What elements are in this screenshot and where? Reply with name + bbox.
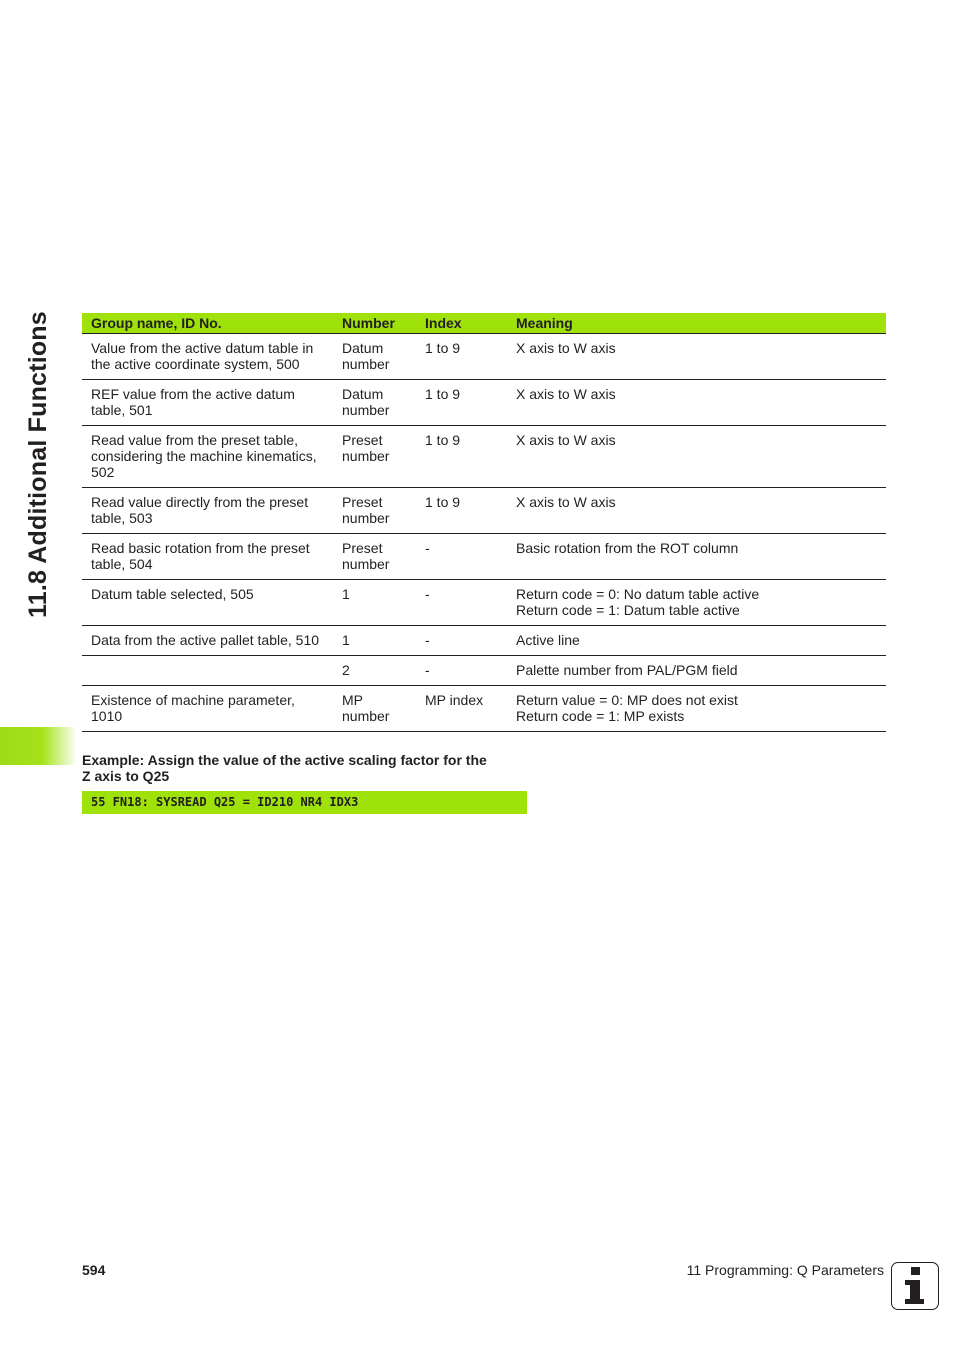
cell-text-line: 1 — [342, 632, 350, 648]
cell-text-line: Datum — [342, 386, 384, 402]
cell-index — [416, 656, 507, 686]
table-row — [82, 380, 886, 426]
column-header-group: Group name, ID No. — [82, 313, 333, 334]
example-heading-line: Z axis to Q25 — [82, 768, 170, 784]
cell-text-line: Datum table selected, 505 — [91, 586, 254, 602]
cell-text-line: the active coordinate system, 500 — [91, 356, 300, 372]
cell-text-line: - — [425, 586, 430, 602]
cell-text-line: Return value = 0: MP does not exist — [516, 692, 738, 708]
cell-meaning — [507, 426, 886, 488]
cell-text-line: Datum — [342, 340, 384, 356]
cell-text-line: number — [342, 448, 390, 464]
table-body — [82, 334, 886, 732]
cell-text-line: Read basic rotation from the preset — [91, 540, 310, 556]
cell-text-line: considering the machine kinematics, — [91, 448, 317, 464]
cell-index — [416, 686, 507, 732]
cell-meaning — [507, 334, 886, 380]
cell-index — [416, 580, 507, 626]
cell-index — [416, 488, 507, 534]
cell-text-line: number — [342, 708, 390, 724]
cell-number — [333, 534, 416, 580]
cell-text-line: Read value from the preset table, — [91, 432, 299, 448]
nc-code-text: 55 FN18: SYSREAD Q25 = ID210 NR4 IDX3 — [91, 795, 359, 809]
cell-text-line: 1 to 9 — [425, 386, 461, 402]
table-row — [82, 656, 886, 686]
cell-meaning — [507, 686, 886, 732]
cell-index — [416, 380, 507, 426]
cell-number — [333, 686, 416, 732]
table-row — [82, 426, 886, 488]
cell-text-line: Preset — [342, 432, 383, 448]
cell-text-line: - — [425, 662, 430, 678]
column-header-meaning: Meaning — [507, 313, 886, 334]
cell-group — [82, 426, 333, 488]
cell-number — [333, 334, 416, 380]
cell-text-line: Preset — [342, 540, 383, 556]
cell-text-line: Basic rotation from the ROT column — [516, 540, 739, 556]
cell-text-line: number — [342, 556, 390, 572]
cell-text-line: 502 — [91, 464, 115, 480]
table-row — [82, 534, 886, 580]
cell-meaning — [507, 626, 886, 656]
cell-text-line: Read value directly from the preset — [91, 494, 309, 510]
cell-text-line: 2 — [342, 662, 350, 678]
cell-text-line: 1 to 9 — [425, 494, 461, 510]
cell-text-line: number — [342, 356, 390, 372]
cell-text-line: table, 501 — [91, 402, 153, 418]
cell-text-line: MP index — [425, 692, 484, 708]
cell-text-line: Return code = 0: No datum table active — [516, 586, 760, 602]
cell-meaning — [507, 534, 886, 580]
cell-index — [416, 426, 507, 488]
info-icon — [891, 1262, 939, 1310]
cell-number — [333, 656, 416, 686]
cell-text-line: 1 to 9 — [425, 432, 461, 448]
cell-index — [416, 626, 507, 656]
info-icon-glyph — [892, 1263, 937, 1308]
cell-meaning — [507, 580, 886, 626]
cell-text-line: Data from the active pallet table, 510 — [91, 632, 320, 648]
cell-group — [82, 656, 333, 686]
cell-meaning — [507, 488, 886, 534]
cell-text-line: Return code = 1: Datum table active — [516, 602, 740, 618]
cell-index — [416, 334, 507, 380]
example-heading — [82, 752, 512, 784]
nc-code-example — [82, 791, 527, 814]
cell-text-line: X axis to W axis — [516, 494, 616, 510]
table-row — [82, 626, 886, 656]
cell-text-line — [91, 662, 327, 678]
section-side-title-text: 11.8 Additional Functions — [24, 311, 52, 618]
cell-text-line: table, 503 — [91, 510, 153, 526]
cell-text-line: 1 — [342, 586, 350, 602]
column-header-index: Index — [416, 313, 507, 334]
column-header-number: Number — [333, 313, 416, 334]
cell-number — [333, 426, 416, 488]
example-heading-line: Example: Assign the value of the active scaling factor for the — [82, 752, 487, 768]
cell-meaning — [507, 380, 886, 426]
table-row — [82, 488, 886, 534]
system-data-table — [82, 313, 886, 732]
cell-text-line: MP — [342, 692, 363, 708]
cell-group — [82, 380, 333, 426]
section-tab-marker — [0, 727, 77, 765]
cell-text-line: Active line — [516, 632, 580, 648]
page-number: 594 — [82, 1262, 106, 1278]
cell-text-line: Existence of machine parameter, — [91, 692, 295, 708]
cell-text-line: number — [342, 510, 390, 526]
cell-group — [82, 488, 333, 534]
cell-text-line: Return code = 1: MP exists — [516, 708, 685, 724]
cell-number — [333, 380, 416, 426]
table-row — [82, 334, 886, 380]
cell-number — [333, 488, 416, 534]
cell-text-line: number — [342, 402, 390, 418]
cell-group — [82, 686, 333, 732]
cell-group — [82, 534, 333, 580]
cell-text-line: X axis to W axis — [516, 432, 616, 448]
cell-text-line: - — [425, 540, 430, 556]
cell-text-line: Palette number from PAL/PGM field — [516, 662, 738, 678]
cell-number — [333, 580, 416, 626]
cell-group — [82, 334, 333, 380]
cell-group — [82, 626, 333, 656]
cell-text-line: REF value from the active datum — [91, 386, 295, 402]
cell-text-line: - — [425, 632, 430, 648]
cell-text-line: 1010 — [91, 708, 123, 724]
cell-group — [82, 580, 333, 626]
cell-text-line: 1 to 9 — [425, 340, 461, 356]
cell-text-line: table, 504 — [91, 556, 153, 572]
table-row — [82, 580, 886, 626]
table-row — [82, 686, 886, 732]
cell-text-line: Preset — [342, 494, 383, 510]
chapter-title-footer: 11 Programming: Q Parameters — [686, 1262, 884, 1278]
cell-text-line: X axis to W axis — [516, 340, 616, 356]
cell-meaning — [507, 656, 886, 686]
cell-text-line: X axis to W axis — [516, 386, 616, 402]
section-side-title — [20, 305, 64, 620]
table-header-row — [82, 313, 886, 334]
cell-index — [416, 534, 507, 580]
cell-number — [333, 626, 416, 656]
cell-text-line: Value from the active datum table in — [91, 340, 314, 356]
